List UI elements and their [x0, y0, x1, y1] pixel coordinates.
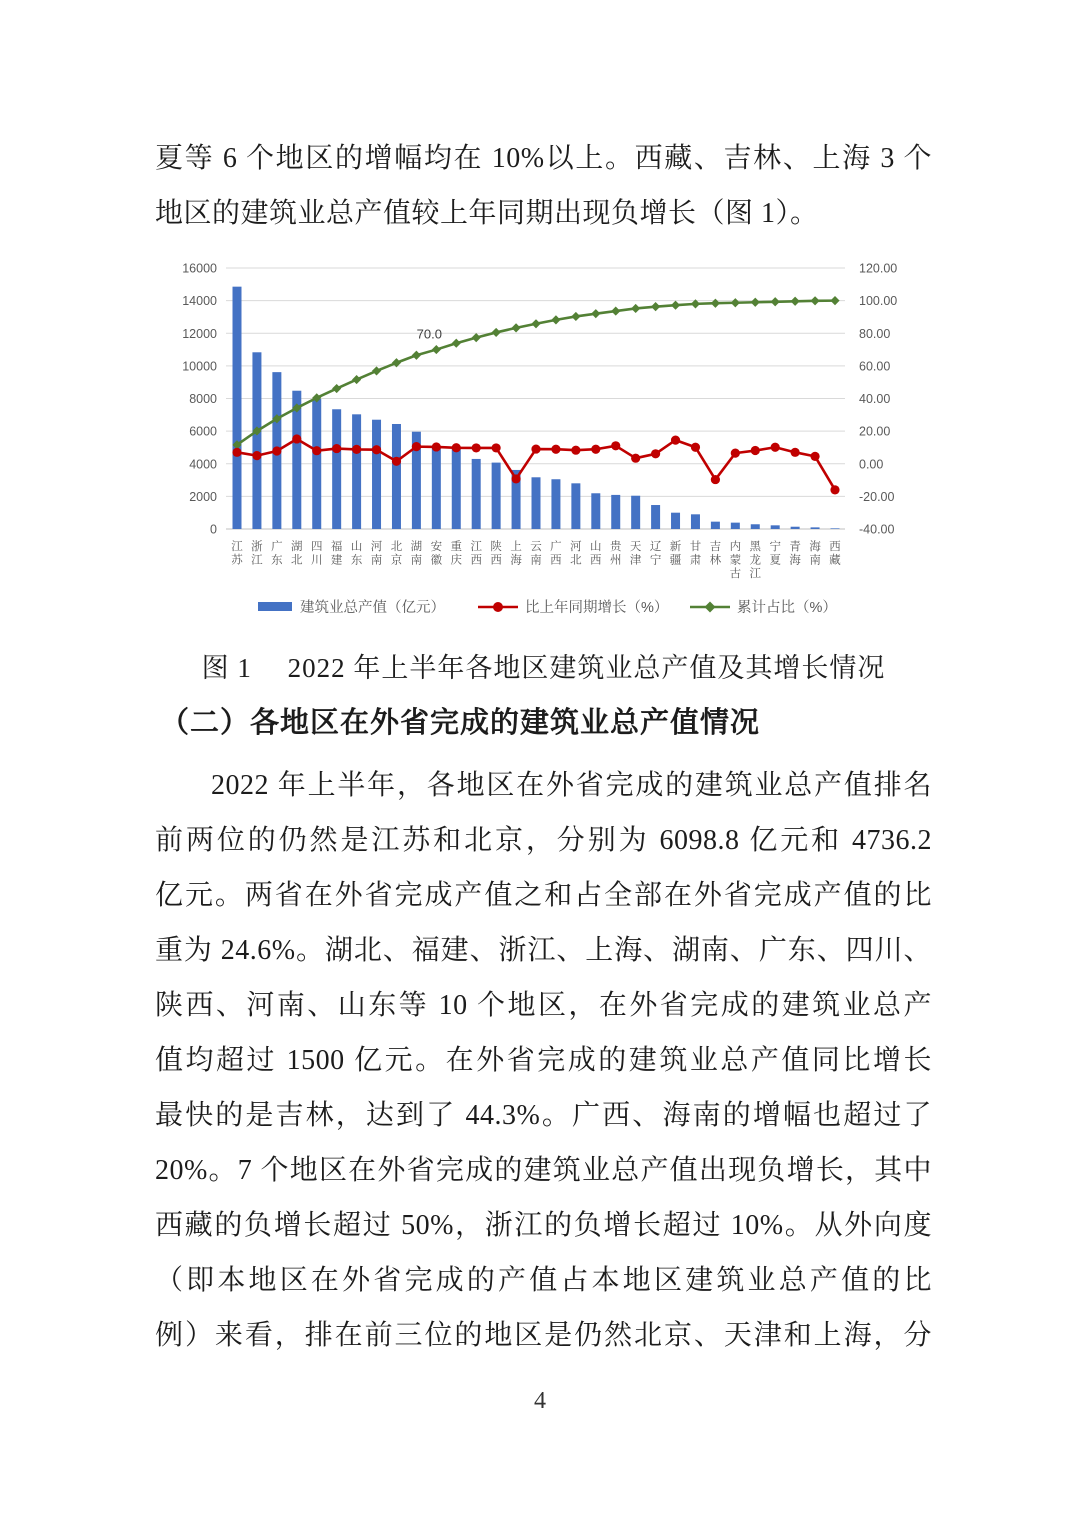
- data-point-circle: [810, 452, 819, 461]
- data-point-circle: [252, 451, 261, 460]
- right-axis-tick: 60.00: [859, 359, 891, 374]
- left-axis-tick: 4000: [189, 457, 217, 472]
- bar: [811, 527, 820, 529]
- category-label: 重: [450, 541, 463, 553]
- category-label: 西: [470, 554, 482, 567]
- bar: [711, 522, 720, 529]
- category-label: 南: [370, 554, 383, 567]
- data-point-circle: [272, 446, 281, 455]
- category-label: 湖: [291, 541, 303, 553]
- bar: [432, 447, 441, 529]
- diamond-line-series: [232, 296, 839, 449]
- data-point-diamond: [791, 297, 800, 306]
- category-label: 甘: [689, 541, 702, 553]
- category-label: 肃: [689, 554, 702, 567]
- bar: [532, 477, 541, 529]
- category-label: 北: [390, 541, 403, 553]
- category-label: 北: [570, 554, 582, 567]
- body-line: 陕西、河南、山东等 10 个地区，在外省完成的建筑业总产: [155, 990, 932, 1021]
- data-point-circle: [312, 446, 321, 455]
- category-label: 河: [570, 541, 582, 553]
- data-point-circle: [332, 444, 341, 453]
- data-point-diamond: [731, 298, 740, 307]
- bar: [312, 399, 321, 529]
- data-point-circle: [452, 443, 461, 452]
- bar: [771, 525, 780, 529]
- category-label: 津: [629, 554, 642, 567]
- legend-bar-swatch: [258, 602, 292, 611]
- category-label: 四: [310, 541, 323, 553]
- data-point-circle: [292, 434, 301, 443]
- data-point-circle: [771, 443, 780, 452]
- category-label: 江: [470, 541, 482, 553]
- data-point-circle: [791, 448, 800, 457]
- category-label: 上: [510, 541, 522, 553]
- left-axis-tick: 12000: [182, 326, 217, 341]
- left-axis-tick: 6000: [189, 424, 217, 439]
- bar: [352, 414, 361, 529]
- bar: [233, 287, 242, 529]
- bar: [751, 524, 760, 529]
- category-label: 江: [749, 568, 762, 580]
- data-point-diamond: [751, 298, 760, 307]
- legend-label: 比上年同期增长（%）: [525, 600, 669, 616]
- intro-line: 地区的建筑业总产值较上年同期出现负增长（图 1）。: [155, 198, 819, 229]
- data-point-diamond: [551, 315, 560, 324]
- figure-1-chart: [150, 252, 912, 637]
- category-label: 徽: [430, 554, 443, 567]
- right-axis-tick: 80.00: [859, 326, 891, 341]
- data-point-diamond: [472, 333, 481, 342]
- category-label: 川: [310, 554, 323, 567]
- right-axis-tick: -40.00: [859, 522, 895, 537]
- category-label: 西: [550, 554, 562, 567]
- category-label: 河: [370, 541, 383, 553]
- category-label: 藏: [829, 554, 841, 567]
- category-label: 夏: [769, 554, 781, 567]
- category-axis-labels: [231, 539, 841, 580]
- left-axis-tick: 10000: [182, 359, 217, 374]
- category-label: 安: [430, 541, 443, 553]
- category-label: 新: [669, 541, 682, 553]
- category-label: 海: [809, 541, 821, 553]
- body-line: 西藏的负增长超过 50%，浙江的负增长超过 10%。从外向度: [155, 1210, 932, 1241]
- category-label: 建: [330, 554, 343, 567]
- right-axis-tick: 40.00: [859, 392, 891, 406]
- bar: [332, 409, 341, 529]
- data-point-diamond: [810, 296, 819, 305]
- category-label: 浙: [251, 541, 263, 553]
- category-label: 东: [350, 554, 363, 567]
- data-point-circle: [711, 475, 720, 484]
- data-point-diamond: [771, 297, 780, 306]
- bar: [591, 493, 600, 529]
- right-axis-tick: 0.00: [859, 457, 884, 472]
- bar: [631, 496, 640, 529]
- data-point-circle: [412, 442, 421, 451]
- data-point-circle: [571, 446, 580, 455]
- category-label: 黑: [749, 541, 762, 553]
- data-point-circle: [432, 442, 441, 451]
- left-axis-tick: 14000: [182, 294, 217, 309]
- data-point-diamond: [830, 296, 839, 305]
- category-label: 龙: [749, 554, 762, 567]
- category-label: 苏: [231, 554, 243, 567]
- bar: [671, 513, 680, 529]
- right-axis-tick: 120.00: [859, 261, 898, 276]
- data-label: 70.0: [416, 326, 442, 342]
- right-axis-tick: 20.00: [859, 424, 891, 439]
- bar: [452, 447, 461, 529]
- data-point-diamond: [591, 309, 600, 318]
- bar: [651, 505, 660, 529]
- bar: [731, 523, 740, 529]
- bar: [392, 424, 401, 529]
- category-label: 内: [729, 541, 742, 553]
- data-point-circle: [392, 457, 401, 466]
- data-point-diamond: [412, 351, 421, 360]
- left-axis-tick: 0: [210, 522, 217, 537]
- bar: [252, 352, 261, 529]
- data-point-circle: [671, 435, 680, 444]
- chart-legend: [258, 598, 837, 616]
- category-label: 贵: [609, 541, 622, 553]
- data-point-diamond: [651, 302, 660, 311]
- data-point-circle: [232, 448, 241, 457]
- data-point-diamond: [492, 328, 501, 337]
- bar: [551, 479, 560, 529]
- data-point-circle: [352, 445, 361, 454]
- bar: [611, 495, 620, 529]
- category-label: 南: [530, 554, 542, 567]
- data-point-circle: [631, 454, 640, 463]
- data-point-circle: [492, 443, 501, 452]
- data-point-diamond: [711, 299, 720, 308]
- data-point-circle: [472, 443, 481, 452]
- category-label: 山: [590, 541, 602, 553]
- intro-paragraph: [155, 131, 932, 241]
- category-label: 山: [350, 541, 363, 553]
- body-line: （即本地区在外省完成的产值占本地区建筑业总产值的比: [155, 1265, 932, 1296]
- data-point-circle: [551, 445, 560, 454]
- bar: [372, 420, 381, 529]
- category-label: 吉: [709, 541, 722, 553]
- category-label: 江: [251, 554, 263, 567]
- category-label: 海: [510, 554, 522, 567]
- category-label: 州: [609, 554, 622, 567]
- category-label: 疆: [669, 554, 682, 567]
- category-label: 庆: [450, 554, 463, 567]
- category-label: 西: [490, 554, 502, 567]
- body-line: 例）来看，排在前三位的地区是仍然北京、天津和上海，分: [155, 1320, 932, 1351]
- category-label: 福: [330, 541, 343, 553]
- data-point-diamond: [611, 306, 620, 315]
- category-label: 宁: [649, 554, 662, 567]
- data-point-diamond: [332, 384, 341, 393]
- left-axis-tick: 8000: [189, 392, 217, 406]
- category-label: 广: [271, 541, 283, 553]
- left-axis-tick: 2000: [189, 489, 217, 504]
- pareto-combo-chart: [150, 252, 912, 637]
- data-point-diamond: [432, 345, 441, 354]
- data-point-circle: [511, 474, 520, 483]
- data-point-diamond: [671, 301, 680, 310]
- bar: [691, 514, 700, 529]
- body-line: 20%。7 个地区在外省完成的建筑业总产值出现负增长，其中: [155, 1155, 932, 1186]
- right-axis-tick: 100.00: [859, 294, 898, 309]
- data-point-circle: [651, 449, 660, 458]
- bar: [492, 463, 501, 529]
- data-point-circle: [591, 445, 600, 454]
- category-label: 天: [629, 541, 642, 553]
- data-point-circle: [830, 485, 839, 494]
- page-number: 4: [534, 1388, 546, 1414]
- category-label: 南: [809, 554, 821, 567]
- category-label: 蒙: [729, 554, 742, 567]
- data-point-diamond: [511, 323, 520, 332]
- category-label: 东: [271, 554, 283, 567]
- category-label: 古: [729, 568, 742, 580]
- category-label: 云: [530, 541, 542, 553]
- section-heading: （二）各地区在外省完成的建筑业总产值情况: [160, 707, 761, 739]
- category-label: 广: [550, 541, 562, 553]
- legend-circle-marker: [493, 602, 503, 612]
- body-line: 重为 24.6%。湖北、福建、浙江、上海、湖南、广东、四川、: [155, 935, 932, 966]
- data-point-circle: [611, 441, 620, 450]
- category-label: 陕: [490, 541, 502, 553]
- legend-diamond-marker: [705, 602, 716, 613]
- figure-caption: 图 1 2022 年上半年各地区建筑业总产值及其增长情况: [201, 653, 886, 683]
- data-point-diamond: [452, 339, 461, 348]
- category-label: 京: [390, 554, 403, 567]
- category-label: 青: [789, 541, 801, 553]
- data-point-circle: [372, 445, 381, 454]
- category-label: 海: [789, 554, 801, 567]
- body-line: 最快的是吉林，达到了 44.3%。广西、海南的增幅也超过了: [155, 1100, 932, 1131]
- bar: [791, 527, 800, 529]
- data-point-diamond: [631, 304, 640, 313]
- category-label: 西: [829, 541, 841, 553]
- data-point-diamond: [531, 319, 540, 328]
- data-point-circle: [731, 449, 740, 458]
- data-point-diamond: [372, 366, 381, 375]
- body-line: 2022 年上半年，各地区在外省完成的建筑业总产值排名: [211, 770, 932, 801]
- category-label: 宁: [769, 541, 781, 553]
- left-axis-tick: 16000: [182, 261, 217, 276]
- data-point-diamond: [352, 375, 361, 384]
- bar: [571, 483, 580, 529]
- category-label: 林: [709, 554, 722, 567]
- data-point-circle: [691, 443, 700, 452]
- data-point-diamond: [571, 312, 580, 321]
- body-line: 亿元。两省在外省完成产值之和占全部在外省完成产值的比: [155, 880, 932, 911]
- bar: [472, 459, 481, 529]
- bar: [831, 528, 840, 529]
- category-label: 西: [590, 554, 602, 567]
- category-label: 北: [291, 554, 303, 567]
- right-axis-tick: -20.00: [859, 489, 895, 504]
- category-label: 江: [231, 541, 243, 553]
- category-label: 南: [410, 554, 423, 567]
- body-line: 值均超过 1500 亿元。在外省完成的建筑业总产值同比增长: [155, 1045, 932, 1076]
- legend-label: 建筑业总产值（亿元）: [300, 600, 445, 616]
- data-point-circle: [531, 444, 540, 453]
- category-label: 辽: [649, 541, 662, 553]
- body-line: 前两位的仍然是江苏和北京，分别为 6098.8 亿元和 4736.2: [155, 825, 932, 856]
- body-paragraph: [155, 758, 932, 1363]
- legend-label: 累计占比（%）: [737, 600, 837, 616]
- intro-line: 夏等 6 个地区的增幅均在 10%以上。西藏、吉林、上海 3 个: [155, 143, 932, 174]
- data-point-circle: [751, 446, 760, 455]
- category-label: 湖: [410, 541, 423, 553]
